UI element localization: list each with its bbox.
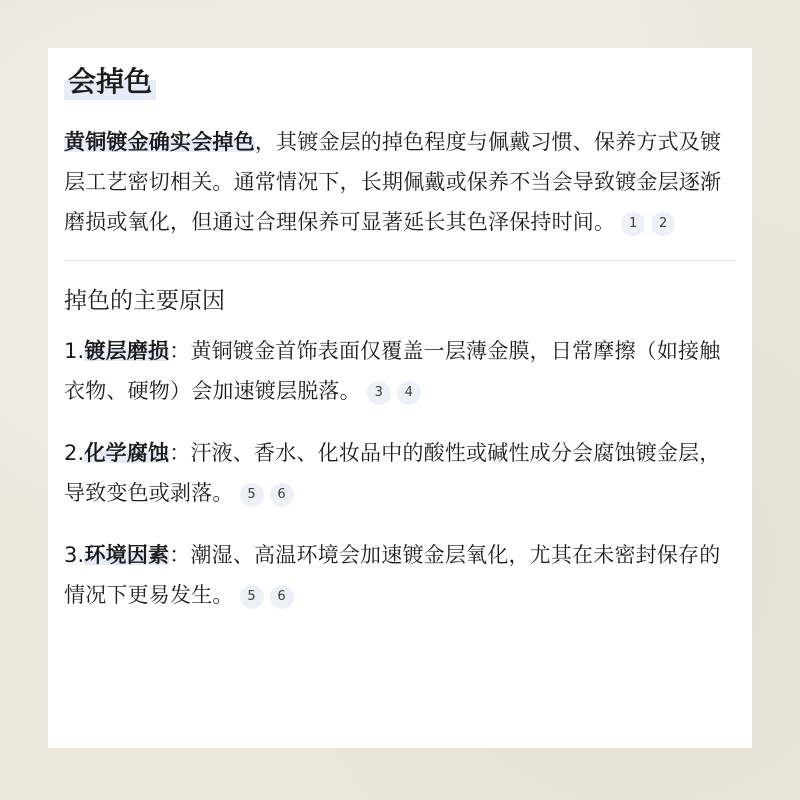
reason-item <box>64 433 736 513</box>
citation-badge[interactable]: 3 <box>367 381 391 405</box>
reason-text: ：黄铜镀金首饰表面仅覆盖一层薄金膜，日常摩擦（如接触衣物、硬物）会加速镀层脱落。 <box>64 339 721 403</box>
citation-badge[interactable]: 5 <box>240 483 264 507</box>
answer-card <box>48 48 752 748</box>
answer-title: 会掉色 <box>64 62 156 102</box>
intro-paragraph <box>64 122 736 242</box>
reason-text: ：汗液、香水、化妆品中的酸性或碱性成分会腐蚀镀金层，导致变色或剥落。 <box>64 441 721 505</box>
citation-badge[interactable]: 1 <box>621 212 645 236</box>
citation-badge[interactable]: 5 <box>240 585 264 609</box>
citation-badge[interactable]: 4 <box>397 381 421 405</box>
intro-highlight: 黄铜镀金确实会掉色 <box>64 130 255 154</box>
citation-badge[interactable]: 6 <box>270 585 294 609</box>
intro-text: ，其镀金层的掉色程度与佩戴习惯、保养方式及镀层工艺密切相关。通常情况下，长期佩戴或保养不当会导致镀金层逐渐磨损或氧化，但通过合理保养可显著延长其色泽保持时间。 <box>64 130 722 234</box>
reason-number: 2. <box>64 441 85 465</box>
section-title: 掉色的主要原因 <box>64 288 225 314</box>
reason-text: ：潮湿、高温环境会加速镀金层氧化，尤其在未密封保存的情况下更易发生。 <box>64 543 721 607</box>
reason-item <box>64 331 736 411</box>
section-divider <box>64 260 736 261</box>
reason-label: 环境因素 <box>84 543 170 567</box>
citation-badge[interactable]: 2 <box>651 212 675 236</box>
reason-item <box>64 535 736 615</box>
reason-number: 3. <box>64 543 85 567</box>
reason-number: 1. <box>64 339 85 363</box>
reason-label: 镀层磨损 <box>84 339 170 363</box>
citation-badge[interactable]: 6 <box>270 483 294 507</box>
reason-label: 化学腐蚀 <box>84 441 170 465</box>
